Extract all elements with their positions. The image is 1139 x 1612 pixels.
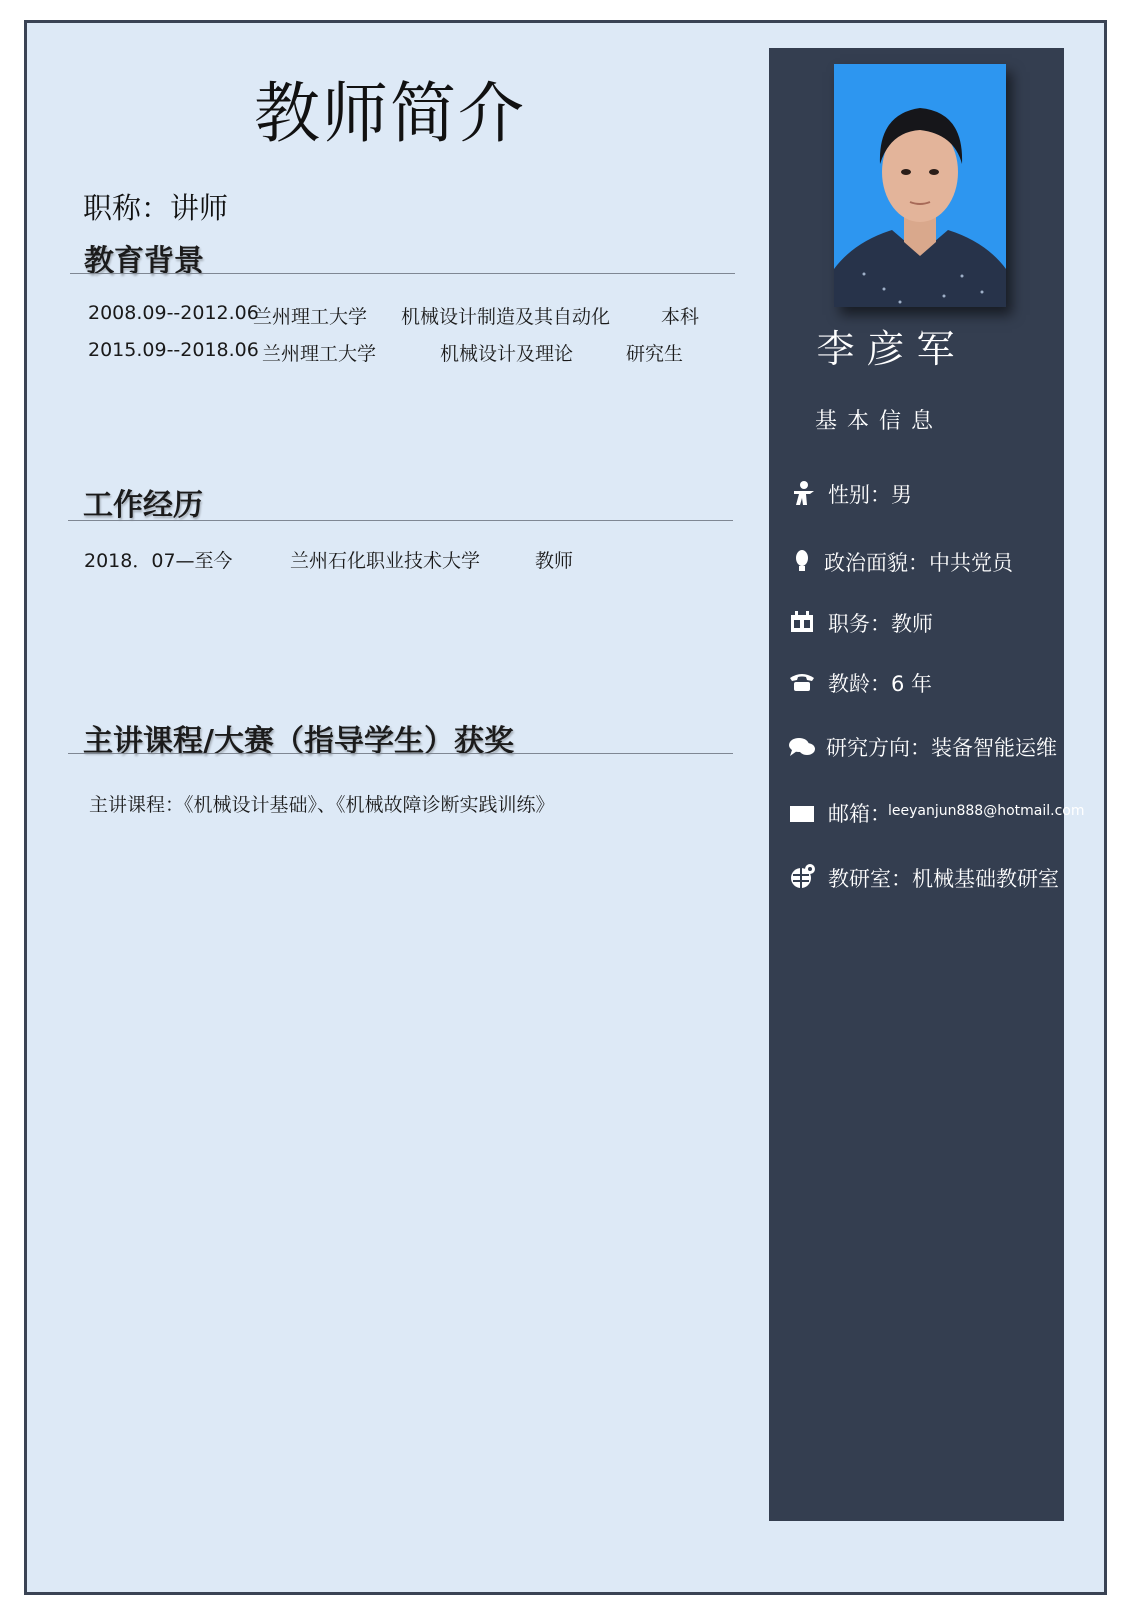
info-teaching-years-text: 教龄：6 年 xyxy=(828,672,933,696)
job-title: 职称：讲师 xyxy=(83,191,229,225)
education-degree: 研究生 xyxy=(626,343,684,365)
education-heading: 教育背景 xyxy=(84,244,204,279)
education-major: 机械设计制造及其自动化 xyxy=(401,306,611,328)
info-gender-text: 性别：男 xyxy=(828,483,912,507)
work-period: 2018．07—至今 xyxy=(84,550,233,572)
education-degree: 本科 xyxy=(661,306,700,328)
info-research xyxy=(788,729,1078,763)
courses-heading: 主讲课程/大赛（指导学生）获奖 xyxy=(83,724,514,759)
work-divider xyxy=(68,520,733,521)
info-teaching-years xyxy=(788,665,1078,699)
telephone-icon xyxy=(788,668,816,696)
education-period: 2015.09--2018.06 xyxy=(88,339,259,361)
profile-photo xyxy=(834,64,1006,307)
education-school: 兰州理工大学 xyxy=(253,306,368,328)
basic-info-heading: 基本信息 xyxy=(814,409,943,434)
education-period: 2008.09--2012.06 xyxy=(88,302,259,324)
info-political xyxy=(788,544,1078,578)
education-divider xyxy=(70,273,735,274)
info-position xyxy=(788,605,1078,639)
work-role: 教师 xyxy=(535,550,574,572)
work-org: 兰州石化职业技术大学 xyxy=(290,550,481,572)
portrait-avatar-icon xyxy=(834,64,1006,307)
lightbulb-icon xyxy=(788,547,816,575)
chat-bubbles-icon xyxy=(788,732,816,760)
envelope-icon xyxy=(788,798,816,826)
info-political-text: 政治面貌：中共党员 xyxy=(824,551,1013,575)
info-department xyxy=(788,860,1078,894)
info-email-label: 邮箱： xyxy=(828,802,891,826)
education-school: 兰州理工大学 xyxy=(262,343,377,365)
courses-text: 主讲课程：《机械设计基础》、《机械故障诊断实践训练》 xyxy=(89,794,555,816)
info-department-text: 教研室：机械基础教研室 xyxy=(828,867,1059,891)
globe-icon xyxy=(788,863,816,891)
calendar-icon xyxy=(788,608,816,636)
education-major: 机械设计及理论 xyxy=(440,343,574,365)
work-heading: 工作经历 xyxy=(83,488,203,523)
info-gender xyxy=(788,476,1078,510)
info-email xyxy=(788,795,1085,829)
info-position-text: 职务：教师 xyxy=(828,612,933,636)
courses-divider xyxy=(68,753,733,754)
info-research-text: 研究方向：装备智能运维 xyxy=(826,736,1057,760)
page-title: 教师简介 xyxy=(254,75,526,152)
info-email-value: leeyanjun888@hotmail.com xyxy=(888,803,1085,819)
profile-name: 李彦军 xyxy=(816,327,967,371)
person-icon xyxy=(788,479,816,507)
